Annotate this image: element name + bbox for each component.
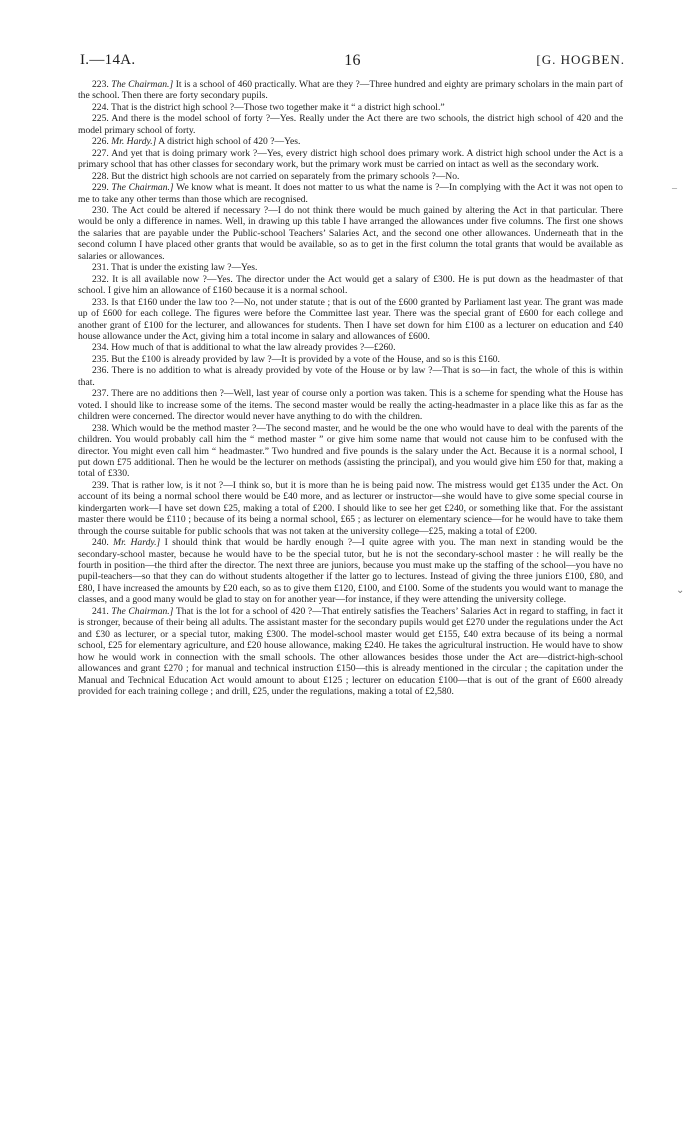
question-text: It is a school of 460 practically. What are they ?—Three hundred and eighty are primary scholars in the main part of the school. Then there are forty secondary pupils.	[78, 79, 623, 102]
question-number: 233.	[92, 296, 109, 308]
question-number: 229.	[92, 182, 109, 194]
question-paragraph	[78, 354, 623, 365]
question-text: We know what is meant. It does not matter to us what the name is ?—In complying with the Act it was not open to me to take any other terms than those which are recognised.	[78, 182, 623, 205]
question-number: 235.	[92, 353, 109, 365]
question-text: Is that £160 under the law too ?—No, not under statute ; that is out of the £600 granted by Parliament last year. The grant was made up of £600 for each college. The figures were before the Committee last year. There was the special grant of £600 for each college and another grant of £100 for the lecturer, and allowances for students. Then I have set down for him £100 as a lecturer on education and £40 house allowance under the Act, giving him a total income in salary and allowances of £600.	[78, 296, 623, 342]
witness-name: [G. HOGBEN.	[536, 52, 625, 67]
question-paragraph	[78, 342, 623, 353]
page-number: 16	[344, 52, 361, 69]
margin-mark-icon: –	[672, 183, 677, 194]
question-paragraph	[78, 537, 623, 606]
question-paragraph	[78, 136, 623, 147]
question-paragraph	[78, 205, 623, 262]
question-text: There is no addition to what is already provided by vote of the House or by law ?—That is so—in fact, the whole of this is within that.	[78, 365, 623, 388]
question-text: A district high school of 420 ?—Yes.	[158, 136, 301, 148]
question-text: And there is the model school of forty ?—Yes. Really under the Act there are two schools, the district high school of 420 and the model primary school of forty.	[78, 113, 623, 136]
margin-mark-icon: ⌄	[676, 585, 685, 596]
question-number: 225.	[92, 113, 109, 125]
page-header	[80, 52, 625, 72]
speaker-label: Mr. Hardy.]	[111, 136, 157, 148]
question-number: 241.	[92, 605, 109, 617]
question-text: That is the lot for a school of 420 ?—That entirely satisfies the Teachers’ Salaries Act in regard to staffing, in fact it is stronger, because of their being all adults. The assistant master for the secondary pupils would get £270 under the regulations under the Act and £30 as lecturer, or a special tutor, making £300. The model-school master would get £155, £40 extra because of its being a normal school, £25 for elementary agriculture, and £20 house allowance, making £240. He takes the agricultural instruction. He would have to show how he would work in connection with the small schools. The other allowances besides those under the Act are—district-high-school allowances and grant £270 ; for manual and technical instruction £150—this is already mentioned in the circular ; the capitation under the Manual and Technical Education Act would amount to about £125 ; lecturer on education £100—that is out of the grant of £600 already provided for each training college ; and drill, £25, under the regulations, making a total of £2,580.	[78, 605, 623, 698]
question-number: 227.	[92, 147, 109, 159]
question-number: 234.	[92, 342, 109, 354]
question-text: But the £100 is already provided by law ?—It is provided by a vote of the House, and so is this £160.	[111, 353, 500, 365]
speaker-label: Mr. Hardy.]	[113, 537, 161, 549]
question-number: 231.	[92, 262, 109, 274]
question-text: But the district high schools are not carried on separately from the primary schools ?—No.	[111, 170, 460, 182]
question-paragraph	[78, 480, 623, 537]
question-number: 238.	[92, 422, 109, 434]
question-number: 239.	[92, 479, 109, 491]
question-text: That is the district high school ?—Those two together make it “ a district high school.”	[111, 101, 445, 113]
question-number: 228.	[92, 170, 109, 182]
question-number: 232.	[92, 273, 109, 285]
question-paragraph	[78, 113, 623, 136]
question-paragraph	[78, 171, 623, 182]
question-text: That is rather low, is it not ?—I think so, but it is more than he is being paid now. The mistress would get £135 under the Act. On account of its being a normal school there would be £40 more, and as lecturer or instructor—she would have to give some special course in kindergarten work—I have set down £25, making a total of £200. I should like to see her get £240, or something like that. For the assistant master there would be £110 ; because of its being a normal school, £65 ; as lecturer on elementary science—for he would have to take them through the course suitable for public schools that was not taken at the university college—£25, making a total of £200.	[78, 479, 623, 537]
speaker-label: The Chairman.]	[111, 79, 174, 90]
question-paragraph	[78, 423, 623, 480]
question-number: 240.	[92, 537, 109, 549]
question-number: 237.	[92, 388, 109, 400]
question-text: That is under the existing law ?—Yes.	[111, 262, 258, 274]
question-text: How much of that is additional to what the law already provides ?—£260.	[111, 342, 396, 354]
question-text: Which would be the method master ?—The second master, and he would be the one who would have to deal with the parents of the children. You would probably call him the “ method master ” or give him some name that would not cause him to be confused with the director. You might even call him “ headmaster.” Two hundred and five pounds is the salary under the Act. Because it is a normal school, I put down £75 additional. Then he would be the lecturer on methods (assisting the principal), and you would give him £50 for that, making a total of £330.	[78, 422, 623, 480]
speaker-label: The Chairman.]	[111, 182, 174, 194]
question-paragraph	[78, 388, 623, 422]
question-paragraph	[78, 102, 623, 113]
question-number: 236.	[92, 365, 109, 377]
speaker-label: The Chairman.]	[111, 605, 174, 617]
question-number: 223.	[92, 79, 109, 90]
question-text: And yet that is doing primary work ?—Yes, every district high school does primary work. A district high school under the Act is a primary school that has other classes for secondary work, but the primary work must be carried on intact as well as the secondary work.	[78, 147, 623, 171]
question-paragraph	[78, 79, 623, 102]
document-reference: I.—14A.	[80, 52, 136, 68]
question-text: It is all available now ?—Yes. The director under the Act would get a salary of £300. He is put down as the headmaster of that school. I give him an allowance of £160 because it is a normal school.	[78, 273, 623, 297]
question-paragraph	[78, 182, 623, 205]
question-paragraph	[78, 297, 623, 343]
question-paragraph	[78, 262, 623, 273]
question-text: The Act could be altered if necessary ?—I do not think there would be much gained by altering the Act in that particular. There would be only a difference in names. Well, in drawing up this table I have arranged the allowances under five columns. The first one shows the salaries that are payable under the Public-school Teachers’ Salaries Act, and the second one other allowances. Underneath that in the second column I have placed other grants that would be available, so as to get in the first column the total grants that would be available as salaries or allowances.	[78, 204, 624, 262]
question-number: 230.	[92, 204, 109, 216]
question-paragraph	[78, 274, 623, 297]
question-paragraph	[78, 148, 623, 171]
question-text: There are no additions then ?—Well, last year of course only a portion was taken. This is a scheme for spending what the House has voted. I should like to increase some of the items. The second master would be really the acting-headmaster in a place like this as far as the children were concerned. The director would never have anything to do with the children.	[78, 388, 623, 423]
question-paragraph	[78, 365, 623, 388]
question-number: 226.	[92, 136, 109, 148]
question-text: I should think that would be hardly enough ?—I quite agree with you. The man next in standing would be the secondary-school master, because he would have to be the special tutor, but he is not the secondary-school master : he will really be the fourth in position—the third after the director. The next three are juniors, because you must make up the staffing of the school—you have no pupil-teachers—so that they can do without students altogether if the latter go to lectures. Instead of giving the three juniors £100, £80, and £80, I have increased the amounts by £20 each, so as to give them £120, £100, and £100. Some of the students you would want to manage the classes, and a good many would be glad to stay on for another year—for instance, if they were attending the university college.	[78, 537, 624, 606]
evidence-text	[78, 79, 623, 697]
question-number: 224.	[92, 101, 109, 113]
question-paragraph	[78, 606, 623, 698]
